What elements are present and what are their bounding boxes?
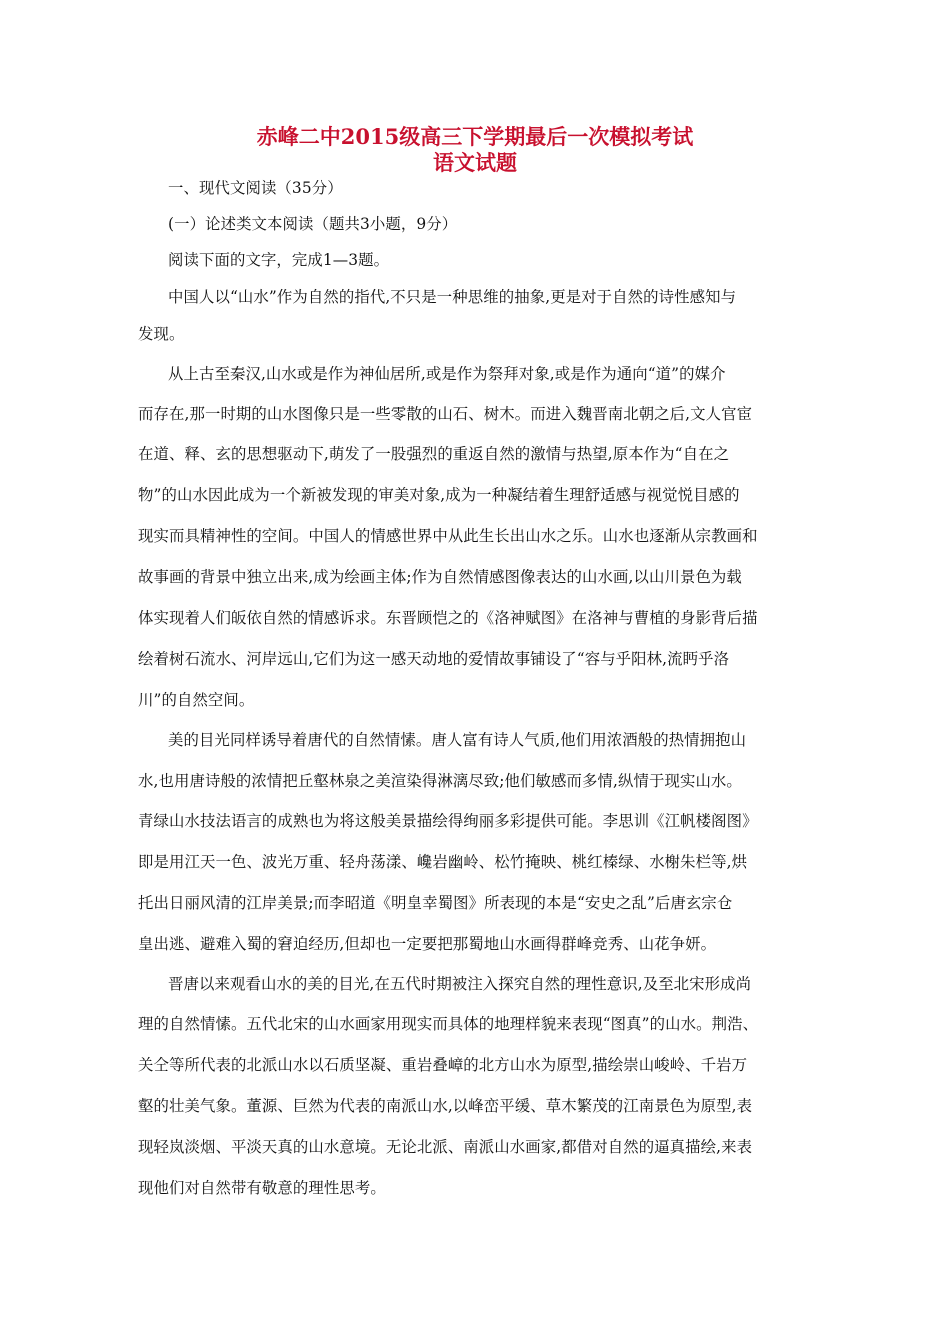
paragraph-line: 体实现着人们皈依自然的情感诉求。东晋顾恺之的《洛神赋图》在洛神与曹植的身影背后描 [138, 609, 758, 627]
section-heading: 一、现代文阅读（35分） [168, 179, 343, 197]
exam-subtitle: 语文试题 [433, 150, 517, 175]
paragraph-line: 从上古至秦汉,山水或是作为神仙居所,或是作为祭拜对象,或是作为通向“道”的媒介 [168, 365, 726, 383]
paragraph-line: 绘着树石流水、河岸远山,它们为这一感天动地的爱情故事铺设了“容与乎阳林,流眄乎洛 [138, 650, 730, 668]
instruction-text: 阅读下面的文字，完成1—3题。 [168, 251, 390, 269]
paragraph-line: 而存在,那一时期的山水图像只是一些零散的山石、树木。而进入魏晋南北朝之后,文人官宦 [138, 405, 753, 423]
paragraph-line: 晋唐以来观看山水的美的目光,在五代时期被注入探究自然的理性意识,及至北宋形成尚 [168, 975, 752, 993]
paragraph-line: 关仝等所代表的北派山水以石质坚凝、重岩叠嶂的北方山水为原型,描绘崇山峻岭、千岩万 [138, 1056, 748, 1074]
paragraph-line: 理的自然情愫。五代北宋的山水画家用现实而具体的地理样貌来表现“图真”的山水。荆浩、 [138, 1015, 759, 1033]
paragraph-line: 壑的壮美气象。董源、巨然为代表的南派山水,以峰峦平缓、草木繁茂的江南景色为原型,表 [138, 1097, 753, 1115]
paragraph-line: 在道、释、玄的思想驱动下,萌发了一股强烈的重返自然的激情与热望,原本作为“自在之 [138, 445, 730, 463]
paragraph-line: 物”的山水因此成为一个新被发现的审美对象,成为一种凝结着生理舒适感与视觉悦目感的 [138, 486, 740, 504]
paragraph-line: 水,也用唐诗般的浓情把丘壑林泉之美渲染得淋漓尽致;他们敏感而多情,纵情于现实山水。 [138, 772, 742, 790]
exam-title: 赤峰二中2015级高三下学期最后一次模拟考试 [256, 124, 694, 149]
paragraph-line: 美的目光同样诱导着唐代的自然情愫。唐人富有诗人气质,他们用浓酒般的热情拥抱山 [168, 731, 747, 749]
paragraph-line: 川”的自然空间。 [138, 691, 255, 709]
paragraph-line: 现轻岚淡烟、平淡天真的山水意境。无论北派、南派山水画家,都借对自然的逼真描绘,来表 [138, 1138, 753, 1156]
paragraph-line: 青绿山水技法语言的成熟也为将这般美景描绘得绚丽多彩提供可能。李思训《江帆楼阁图》 [138, 812, 758, 830]
paragraph-line: 现实而具精神性的空间。中国人的情感世界中从此生长出山水之乐。山水也逐渐从宗教画和 [138, 527, 758, 545]
paragraph-line: 皇出逃、避难入蜀的窘迫经历,但却也一定要把那蜀地山水画得群峰竞秀、山花争妍。 [138, 935, 717, 953]
paragraph-line: 故事画的背景中独立出来,成为绘画主体;作为自然情感图像表达的山水画,以山川景色为载 [138, 568, 742, 586]
paragraph-line: 中国人以“山水”作为自然的指代,不只是一种思维的抽象,更是对于自然的诗性感知与 [168, 288, 737, 306]
paragraph-line: 托出日丽风清的江岸美景;而李昭道《明皇幸蜀图》所表现的本是“安史之乱”后唐玄宗仓 [138, 894, 733, 912]
paragraph-line: 即是用江天一色、波光万重、轻舟荡漾、巉岩幽岭、松竹掩映、桃红榛绿、水榭朱栏等,烘 [138, 853, 748, 871]
paragraph-line: 现他们对自然带有敬意的理性思考。 [138, 1179, 386, 1197]
subsection-heading: (一）论述类文本阅读（题共3小题，9分） [168, 215, 458, 233]
paragraph-line: 发现。 [138, 325, 185, 343]
